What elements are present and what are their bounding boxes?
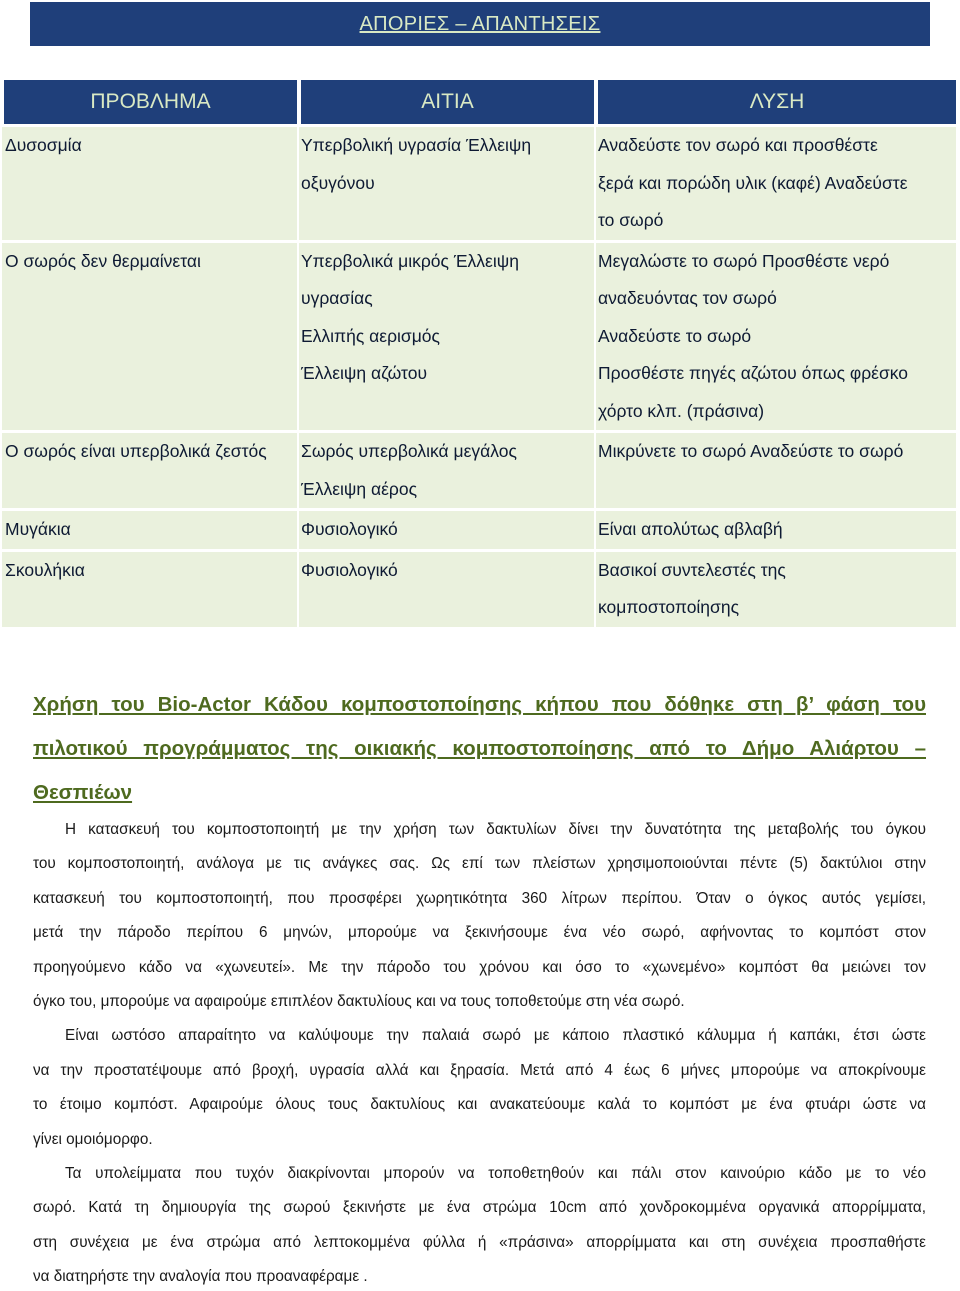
table-row (2, 243, 958, 434)
cell-line: Είναι απολύτως αβλαβή (598, 519, 783, 539)
cell-line: ξερά και πορώδη υλικ (καφέ) Αναδεύστε (598, 172, 908, 193)
cause-cell (299, 433, 596, 511)
cell-line: Σκουλήκια (5, 559, 85, 580)
table-row (2, 433, 958, 511)
solution-cell (596, 243, 958, 434)
cell-line: Έλλειψη αέρος (301, 478, 418, 499)
paragraph-line: το έτοιμο κομπόστ. Αφαιρούμε όλους τους δακτυλίους και ανακατεύουμε καλά το κομπόστ με ένα φτυάρι ώστε να (33, 1096, 926, 1114)
paragraph (33, 813, 926, 1019)
problem-cell (2, 511, 299, 552)
problem-cell (2, 127, 299, 243)
paragraph-line: του κομποστοποιητή, ανάλογα με τις ανάγκες σας. Ως επί των πλείστων χρησιμοποιούνται πέντε (5) δακτύλιοι στην (33, 855, 926, 873)
cell-line: Ο σωρός δεν θερμαίνεται (5, 250, 201, 271)
cell-line: Αναδεύστε το σωρό (598, 325, 752, 346)
solution-cell (596, 127, 958, 243)
paragraph-line: μετά την πάροδο περίπου 6 μηνών, μπορούμε να ξεκινήσουμε ένα νέο σωρό, αφήνοντας το κομπόστ στον (33, 924, 926, 942)
paragraph-line: να διατηρήστε την αναλογία που προαναφέραμε . (33, 1268, 368, 1286)
cell-line: Προσθέστε πηγές αζώτου όπως φρέσκο (598, 363, 909, 383)
column-header-solution: ΛΥΣΗ (596, 78, 958, 127)
table-row (2, 552, 958, 630)
paragraph-line: να την προστατέψουμε από βροχή, υγρασία αλλά και ξηρασία. Μετά από 4 έως 6 μήνες μπορούμε να αποκρίνουμε (33, 1061, 926, 1079)
cell-line: Δυσοσμία (5, 135, 82, 155)
cause-cell (299, 127, 596, 243)
paragraph (33, 1019, 926, 1157)
cell-line: το σωρό (598, 210, 664, 230)
cell-line: Σωρός υπερβολικά μεγάλος (301, 441, 517, 461)
cell-line: Αναδεύστε τον σωρό και προσθέστε (598, 135, 878, 155)
cell-line: Ο σωρός είναι υπερβολικά ζεστός (5, 441, 267, 461)
paragraph-line: όγκο του, μπορούμε να αφαιρούμε επιπλέον δακτυλίους και να τους τοποθετούμε στη νέα σωρό. (33, 993, 685, 1011)
table-row (2, 511, 958, 552)
paragraph-line: Είναι ωστόσο απαραίτητο να καλύψουμε την παλαιά σωρό με κάποιο πλαστικό κάλυμμα ή καπάκι, έτσι ώστε (65, 1027, 926, 1045)
column-header-cause: ΑΙΤΙΑ (299, 78, 596, 127)
page-title: ΑΠΟΡΙΕΣ – ΑΠΑΝΤΗΣΕΙΣ (359, 12, 601, 35)
cell-line: Μεγαλώστε το σωρό Προσθέστε νερό (598, 250, 890, 271)
cell-line: κομποστοποίησης (598, 597, 740, 617)
problem-cell (2, 243, 299, 434)
paragraph-line: κατασκευή του κομποστοποιητή, που προσφέρει χωρητικότητα 360 λίτρων περίπου. Όταν ο όγκος αυτός γεμίσει, (33, 889, 926, 907)
paragraph-line: στη συνέχεια με ένα στρώμα από λεπτοκομμένα φύλλα ή «πράσινα» απορρίμματα και στη συνέχεια προσπαθήστε (33, 1233, 926, 1251)
paragraph-line: προηγούμενο κάδο να «χωνευτεί». Με την πάροδο του χρόνου και όσο το «χωνεμένο» κομπόστ θα μειώνει τον (33, 958, 926, 976)
cell-line: Υπερβολική υγρασία Έλλειψη (301, 135, 532, 155)
table-row (2, 127, 958, 243)
problem-cell (2, 433, 299, 511)
heading-line: Χρήση του Bio-Actor Κάδου κομποστοποίησης κήπου που δόθηκε στη β’ φάση του (33, 693, 926, 716)
paragraph-line: σωρό. Κατά τη δημιουργία της σωρού ξεκινήστε με ένα στρώμα 10cm από χονδροκομμένα οργανικά απορρίμματα, (33, 1199, 926, 1217)
cell-line: Ελλιπής αερισμός (301, 325, 440, 346)
cell-line: Βασικοί συντελεστές της (598, 559, 786, 580)
problem-cell (2, 552, 299, 630)
cell-line: χόρτο κλπ. (πράσινα) (598, 400, 765, 421)
cause-cell (299, 243, 596, 434)
problems-table (2, 78, 958, 630)
solution-cell (596, 552, 958, 630)
cell-line: οξυγόνου (301, 172, 375, 193)
cell-line: Μικρύνετε το σωρό Αναδεύστε το σωρό (598, 441, 904, 461)
cell-line: Φυσιολογικό (301, 519, 398, 539)
heading-line: Θεσπιέων (33, 781, 133, 804)
section-heading (33, 683, 926, 815)
cause-cell (299, 511, 596, 552)
table-header-row (2, 78, 958, 127)
paragraph-line: γίνει ομοιόμορφο. (33, 1130, 153, 1148)
cell-line: αναδευόντας τον σωρό (598, 288, 777, 308)
solution-cell (596, 433, 958, 511)
cause-cell (299, 552, 596, 630)
cell-line: Έλλειψη αζώτου (301, 363, 428, 383)
page-title-bar (30, 2, 930, 46)
column-header-problem: ΠΡΟΒΛΗΜΑ (2, 78, 299, 127)
cell-line: υγρασίας (301, 288, 373, 308)
cell-line: Μυγάκια (5, 519, 71, 539)
heading-line: πιλοτικού προγράμματος της οικιακής κομποστοποίησης από το Δήμο Αλιάρτου – (33, 737, 926, 760)
body-text (33, 813, 926, 1291)
cell-line: Φυσιολογικό (301, 559, 398, 580)
table-body (2, 127, 958, 630)
paragraph-line: Η κατασκευή του κομποστοποιητή με την χρήση των δακτυλίων δίνει την δυνατότητα της μεταβολής του όγκου (65, 821, 926, 838)
paragraph (33, 1157, 926, 1291)
solution-cell (596, 511, 958, 552)
paragraph-line: Τα υπολείμματα που τυχόν διακρίνονται μπορούν να τοποθετηθούν και πάλι στον καινούριο κάδο με το νέο (65, 1165, 926, 1183)
cell-line: Υπερβολικά μικρός Έλλειψη (301, 250, 519, 271)
